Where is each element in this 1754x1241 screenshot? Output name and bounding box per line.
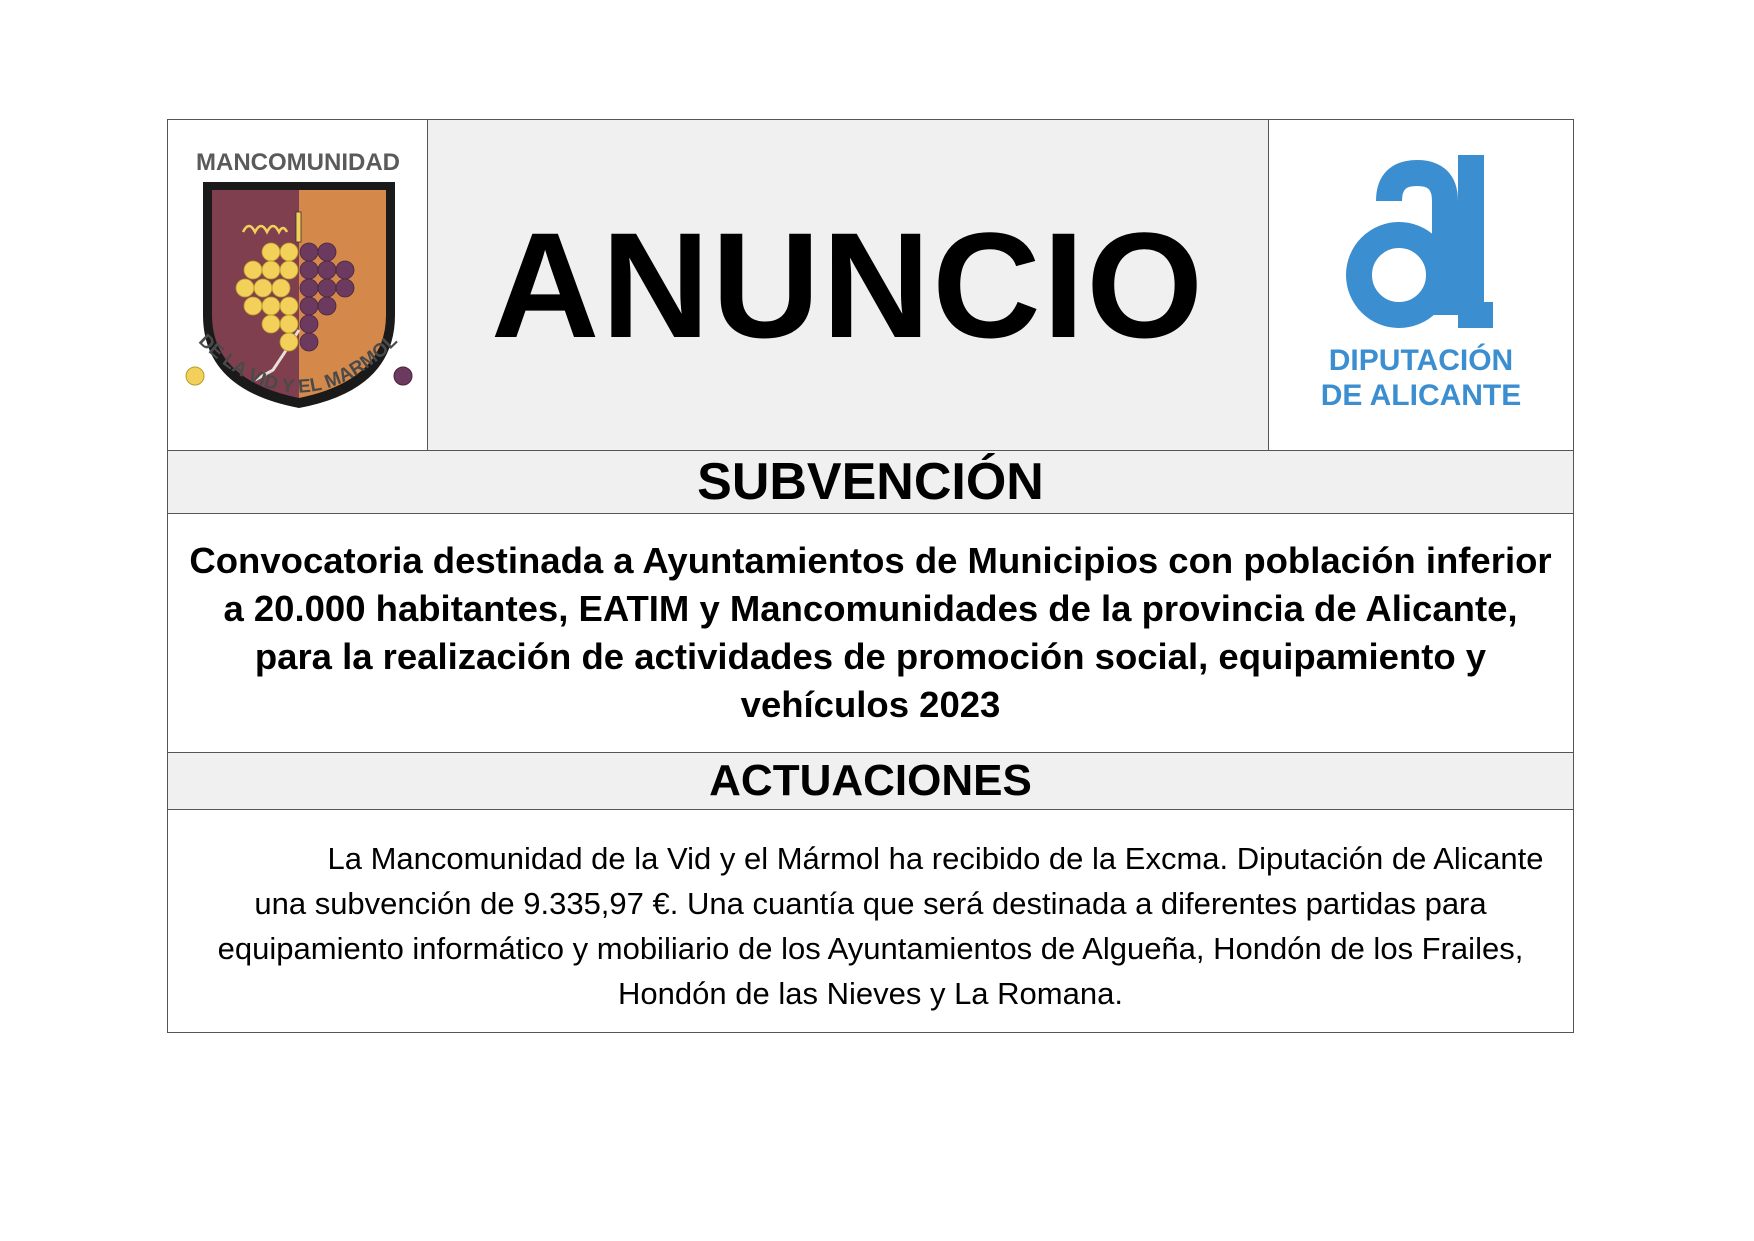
- body-row: [168, 810, 1573, 1032]
- purple-grape-ornament: [394, 367, 412, 385]
- diputacion-logo: [1321, 155, 1521, 415]
- header-row: [168, 120, 1573, 451]
- body-paragraph: [178, 836, 1563, 1032]
- announcement-table: [167, 119, 1574, 1033]
- logo-top-text: MANCOMUNIDAD: [195, 149, 400, 176]
- convocatoria-row: [168, 514, 1573, 753]
- actuaciones-band: [168, 753, 1573, 810]
- left-logo-cell: [168, 120, 428, 450]
- page-title: ANUNCIO: [491, 201, 1205, 369]
- diputacion-symbol: [1359, 155, 1493, 315]
- vine-stem: [296, 212, 301, 242]
- subvencion-band: [168, 451, 1573, 514]
- logo-bottom-text: DE LA VID Y EL MARMOL: [193, 330, 402, 398]
- title-cell: [428, 120, 1269, 450]
- right-logo-cell: [1269, 120, 1573, 450]
- actuaciones-heading: ACTUACIONES: [709, 756, 1032, 805]
- mancomunidad-logo: [183, 140, 413, 430]
- diputacion-line1: DIPUTACIÓN: [1328, 344, 1514, 377]
- subvencion-heading: SUBVENCIÓN: [697, 453, 1044, 511]
- yellow-grape-ornament: [186, 367, 204, 385]
- body-text: La Mancomunidad de la Vid y el Mármol ha recibido de la Excma. Diputación de Alicante una subvención de 9.335,97 €. Una cuantía que será destinada a diferentes partidas para equipamiento informático y mobiliario de los Ayuntamientos de Algueña, Hondón de los Frailes, Hondón de las Nieves y La Romana.: [217, 841, 1544, 1011]
- diputacion-line2: DE ALICANTE: [1321, 379, 1521, 412]
- convocatoria-text: Convocatoria destinada a Ayuntamientos de Municipios con población inferior a 20.000 habitantes, EATIM y Mancomunidades de la provincia de Alicante, para la realización de actividades de promoción social, equipamiento y vehículos 2023: [189, 540, 1552, 725]
